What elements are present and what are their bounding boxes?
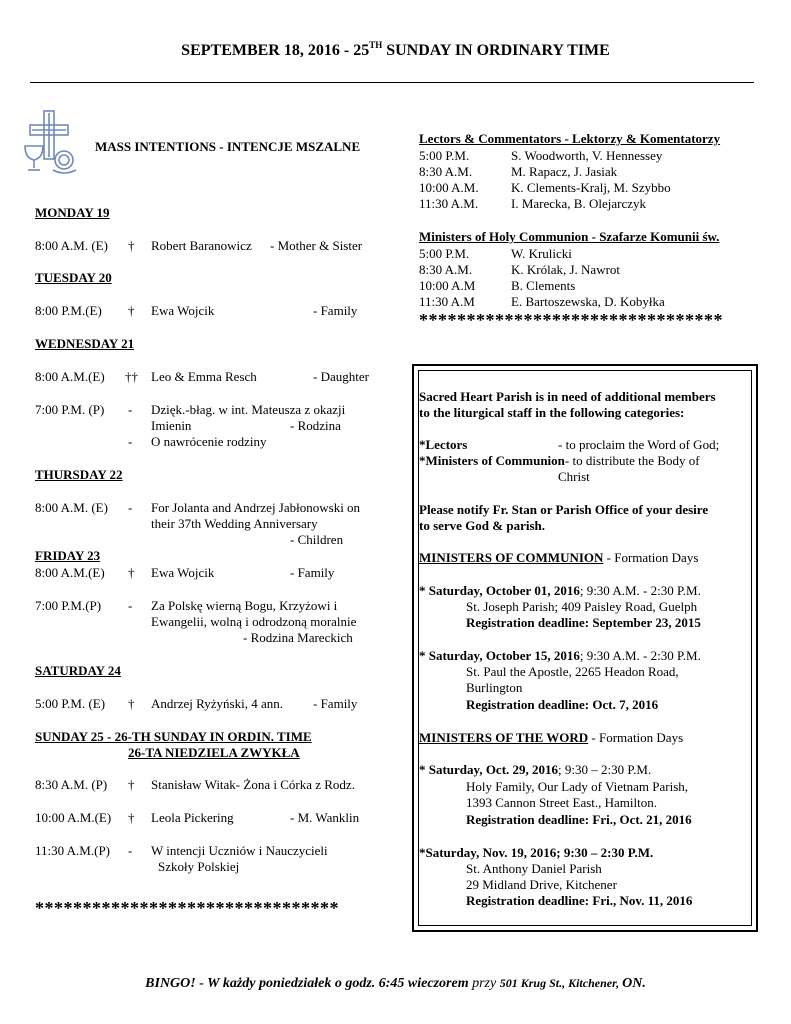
lectors-label: *Lectors bbox=[419, 437, 468, 452]
event-place: St. Paul the Apostle, 2265 Headon Road, bbox=[466, 664, 679, 679]
event-place: St. Anthony Daniel Parish bbox=[466, 861, 602, 876]
event-date-line bbox=[419, 762, 651, 778]
mass-intention: For Jolanta and Andrzej Jabłonowski on bbox=[151, 500, 361, 515]
bingo-province: ON. bbox=[622, 976, 646, 991]
lector-names: S. Woodworth, V. Hennessey bbox=[511, 148, 663, 163]
mass-time: 8:00 P.M.(E) bbox=[35, 303, 102, 318]
ministers-desc-2: Christ bbox=[558, 469, 590, 484]
ministers-label: *Ministers of Communion bbox=[419, 453, 565, 468]
communion-heading: Ministers of Holy Communion - Szafarze Komunii św. bbox=[419, 229, 720, 244]
event-date-line bbox=[419, 648, 701, 664]
minister-names: W. Krulicki bbox=[511, 246, 572, 261]
bingo-text: BINGO! - W każdy poniedziałek o godz. 6:45 wieczorem bbox=[145, 976, 473, 991]
event-deadline: Registration deadline: Fri., Nov. 11, 2016 bbox=[466, 893, 693, 908]
day-heading-tuesday: TUESDAY 20 bbox=[35, 270, 112, 285]
day-heading-thursday: THURSDAY 22 bbox=[35, 467, 123, 482]
day-heading-friday: FRIDAY 23 bbox=[35, 548, 101, 563]
event-place: St. Joseph Parish; 409 Paisley Road, Guelph bbox=[466, 599, 698, 614]
event-place: 29 Midland Drive, Kitchener bbox=[466, 877, 617, 892]
mass-mark: - bbox=[128, 500, 133, 515]
event-time: ; 9:30 A.M. - 2:30 P.M. bbox=[579, 583, 701, 598]
day-heading-saturday: SATURDAY 24 bbox=[35, 663, 121, 678]
divider-stars: ******************************** bbox=[35, 898, 339, 918]
mass-requester: - Family bbox=[313, 303, 358, 318]
mass-requester: - Family bbox=[313, 696, 358, 711]
mass-time: 8:00 A.M. (E) bbox=[35, 500, 108, 515]
mass-requester: - Rodzina bbox=[290, 418, 341, 433]
notice-notify: Please notify Fr. Stan or Parish Office of your desire bbox=[419, 502, 709, 517]
minister-time: 10:00 A.M bbox=[419, 278, 476, 293]
mass-intention: Szkoły Polskiej bbox=[158, 859, 240, 874]
lectors-desc: - to proclaim the Word of God; bbox=[558, 437, 720, 452]
mass-time: 8:00 A.M.(E) bbox=[35, 369, 105, 384]
mass-intention: Leola Pickering bbox=[151, 810, 234, 825]
mass-intention: Ewangelii, wolną i odrodzoną moralnie bbox=[151, 614, 357, 629]
divider-stars: ******************************** bbox=[419, 310, 723, 330]
day-heading-sunday: SUNDAY 25 - 26-TH SUNDAY IN ORDIN. TIME bbox=[35, 729, 312, 744]
notice-intro: to the liturgical staff in the following categories: bbox=[419, 405, 685, 420]
mass-mark: † bbox=[128, 303, 135, 318]
event-date: * Saturday, October 01, 2016 bbox=[419, 583, 580, 598]
mass-mark: - bbox=[128, 434, 133, 449]
mass-time: 5:00 P.M. (E) bbox=[35, 696, 106, 711]
notice-intro: Sacred Heart Parish is in need of additional members bbox=[419, 389, 716, 404]
mass-mark: - bbox=[128, 843, 133, 858]
event-date: * Saturday, Oct. 29, 2016 bbox=[419, 762, 559, 777]
minister-time: 8:30 A.M. bbox=[419, 262, 473, 277]
lector-time: 11:30 A.M. bbox=[419, 196, 479, 211]
lector-time: 5:00 P.M. bbox=[419, 148, 470, 163]
mass-requester: - M. Wanklin bbox=[290, 810, 360, 825]
mass-mark: - bbox=[128, 402, 133, 417]
mow-heading-line bbox=[419, 730, 683, 746]
mass-mark: † bbox=[128, 777, 135, 792]
mass-requester: - Daughter bbox=[313, 369, 369, 384]
mass-intention: O nawrócenie rodziny bbox=[151, 434, 267, 449]
mass-intention: their 37th Wedding Anniversary bbox=[151, 516, 318, 531]
mass-time: 11:30 A.M.(P) bbox=[35, 843, 110, 858]
mass-intention: Za Polskę wierną Bogu, Krzyżowi i bbox=[151, 598, 338, 613]
mass-time: 8:00 A.M. (E) bbox=[35, 238, 108, 253]
bingo-footer bbox=[0, 976, 791, 992]
lector-time: 8:30 A.M. bbox=[419, 164, 473, 179]
moc-sub: - Formation Days bbox=[603, 550, 699, 565]
event-date: * Saturday, October 15, 2016 bbox=[419, 648, 580, 663]
day-heading-sunday-polish: 26-TA NIEDZIELA ZWYKŁA bbox=[128, 745, 300, 760]
mass-time: 8:00 A.M.(E) bbox=[35, 565, 105, 580]
mass-requester: - Family bbox=[290, 565, 335, 580]
header-divider bbox=[30, 82, 754, 83]
mass-mark: † bbox=[128, 696, 135, 711]
minister-names: B. Clements bbox=[511, 278, 576, 293]
event-date-line bbox=[419, 583, 701, 599]
event-deadline: Registration deadline: Fri., Oct. 21, 2016 bbox=[466, 812, 692, 827]
event-time: ; 9:30 – 2:30 P.M. bbox=[558, 762, 652, 777]
cross-chalice-icon bbox=[22, 108, 80, 176]
mass-intention: Stanisław Witak- Żona i Córka z Rodz. bbox=[151, 777, 355, 792]
mass-time: 7:00 P.M. (P) bbox=[35, 402, 105, 417]
mass-mark: † bbox=[128, 238, 135, 253]
event-date: *Saturday, Nov. 19, 2016; 9:30 – 2:30 P.M. bbox=[419, 845, 654, 860]
mass-requester: - Children bbox=[290, 532, 344, 547]
mass-intention: Robert Baranowicz bbox=[151, 238, 252, 253]
page-title: SEPTEMBER 18, 2016 - 25TH SUNDAY IN ORDINARY TIME bbox=[181, 40, 610, 59]
ministers-line bbox=[419, 453, 700, 469]
mass-time: 10:00 A.M.(E) bbox=[35, 810, 112, 825]
mass-intention: Dzięk.-błag. w int. Mateusza z okazji bbox=[151, 402, 346, 417]
mass-intention: Andrzej Ryżyński, 4 ann. bbox=[151, 696, 283, 711]
mass-mark: - bbox=[128, 598, 133, 613]
event-deadline: Registration deadline: Oct. 7, 2016 bbox=[466, 697, 659, 712]
mass-intention: W intencji Uczniów i Nauczycieli bbox=[151, 843, 328, 858]
mass-intention: Leo & Emma Resch bbox=[151, 369, 257, 384]
ministers-desc: - to distribute the Body of bbox=[564, 453, 700, 468]
mass-intentions-heading: MASS INTENTIONS - INTENCJE MSZALNE bbox=[95, 139, 361, 154]
minister-names: E. Bartoszewska, D. Kobyłka bbox=[511, 294, 665, 309]
mass-intention: Imienin bbox=[151, 418, 192, 433]
lector-names: I. Marecka, B. Olejarczyk bbox=[511, 196, 646, 211]
moc-heading: MINISTERS OF COMMUNION bbox=[419, 550, 604, 565]
lector-names: K. Clements-Kralj, M. Szybbo bbox=[511, 180, 671, 195]
mow-sub: - Formation Days bbox=[588, 730, 684, 745]
mass-intention: Ewa Wojcik bbox=[151, 565, 215, 580]
lector-names: M. Rapacz, J. Jasiak bbox=[511, 164, 618, 179]
lector-time: 10:00 A.M. bbox=[419, 180, 479, 195]
minister-time: 5:00 P.M. bbox=[419, 246, 470, 261]
event-place: Burlington bbox=[466, 680, 523, 695]
mass-mark: † bbox=[128, 810, 135, 825]
bingo-address: 501 Krug St., Kitchener, bbox=[499, 976, 623, 990]
day-heading-monday: MONDAY 19 bbox=[35, 205, 110, 220]
mass-mark: † bbox=[128, 565, 135, 580]
day-heading-wednesday: WEDNESDAY 21 bbox=[35, 336, 135, 351]
mass-requester: - Rodzina Mareckich bbox=[243, 630, 353, 645]
minister-time: 11:30 A.M bbox=[419, 294, 475, 309]
event-place: Holy Family, Our Lady of Vietnam Parish, bbox=[466, 779, 688, 794]
mass-requester: - Mother & Sister bbox=[270, 238, 363, 253]
event-deadline: Registration deadline: September 23, 2015 bbox=[466, 615, 701, 630]
bingo-przy: przy bbox=[472, 976, 500, 991]
mass-mark: †† bbox=[125, 369, 138, 384]
notice-notify: to serve God & parish. bbox=[419, 518, 546, 533]
moc-heading-line bbox=[419, 550, 698, 566]
mass-time: 7:00 P.M.(P) bbox=[35, 598, 102, 613]
event-time: ; 9:30 A.M. - 2:30 P.M. bbox=[579, 648, 701, 663]
event-place: 1393 Cannon Street East., Hamilton. bbox=[466, 795, 658, 810]
lectors-heading: Lectors & Commentators - Lektorzy & Komentatorzy bbox=[419, 131, 721, 146]
minister-names: K. Królak, J. Nawrot bbox=[511, 262, 621, 277]
mow-heading: MINISTERS OF THE WORD bbox=[419, 730, 589, 745]
mass-time: 8:30 A.M. (P) bbox=[35, 777, 108, 792]
mass-intention: Ewa Wojcik bbox=[151, 303, 215, 318]
